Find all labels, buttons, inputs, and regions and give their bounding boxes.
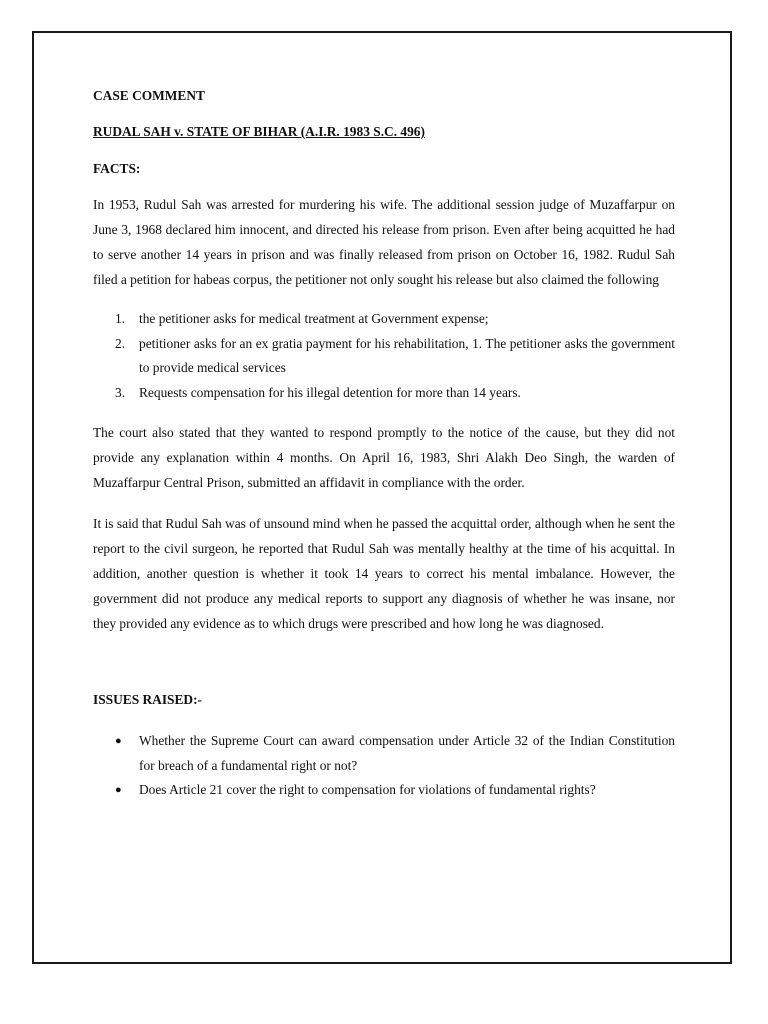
list-text: Requests compensation for his illegal detention for more than 14 years.: [139, 384, 521, 400]
bullet-icon: ●: [115, 784, 122, 796]
list-item: [93, 381, 675, 406]
doc-title: CASE COMMENT: [93, 88, 205, 103]
issues-heading: ISSUES RAISED:-: [93, 692, 203, 707]
list-item: [93, 778, 675, 803]
list-text: petitioner asks for an ex gratia payment for his rehabilitation, 1. The petitioner asks the government to provide medical services: [139, 335, 675, 375]
list-number: 3.: [115, 384, 126, 400]
issues-list: [93, 729, 675, 803]
list-item: [93, 729, 675, 778]
list-text: Whether the Supreme Court can award compensation under Article 32 of the Indian Constitution for breach of a fundamental right or not?: [139, 733, 675, 773]
list-text: Does Article 21 cover the right to compensation for violations of fundamental rights?: [139, 782, 596, 797]
list-item: [93, 307, 675, 332]
list-number: 2.: [115, 335, 126, 351]
list-text: the petitioner asks for medical treatment at Government expense;: [139, 311, 489, 326]
facts-heading: FACTS:: [93, 161, 141, 176]
list-number: 1.: [115, 311, 126, 326]
claims-list: [93, 307, 675, 405]
list-item: [93, 332, 675, 381]
facts-paragraph-1: In 1953, Rudul Sah was arrested for murdering his wife. The additional session judge of Muzaffarpur on June 3, 1968 declared him innocent, and directed his release from prison. Even after being acquitted he had to serve another 14 years in prison and was finally released from prison on October 16, 1982. Rudul Sah filed a petition for habeas corpus, the petitioner not only sought his release but also claimed the following: [93, 197, 675, 287]
case-name: RUDAL SAH v. STATE OF BIHAR (A.I.R. 1983 S.C. 496): [93, 124, 425, 139]
facts-paragraph-3: It is said that Rudul Sah was of unsound mind when he passed the acquittal order, although when he sent the report to the civil surgeon, he reported that Rudul Sah was mentally healthy at the time of his acquittal. In addition, another question is whether it took 14 years to correct his mental imbalance. However, the government did not produce any medical reports to support any diagnosis of whether he was insane, nor they provided any evidence as to which drugs were prescribed and how long he was diagnosed.: [93, 516, 675, 631]
document-body: [93, 84, 675, 803]
facts-paragraph-2: The court also stated that they wanted to respond promptly to the notice of the cause, but they did not provide any explanation within 4 months. On April 16, 1983, Shri Alakh Deo Singh, the warden of Muzaffarpur Central Prison, submitted an affidavit in compliance with the order.: [93, 425, 675, 490]
bullet-icon: ●: [115, 735, 122, 747]
